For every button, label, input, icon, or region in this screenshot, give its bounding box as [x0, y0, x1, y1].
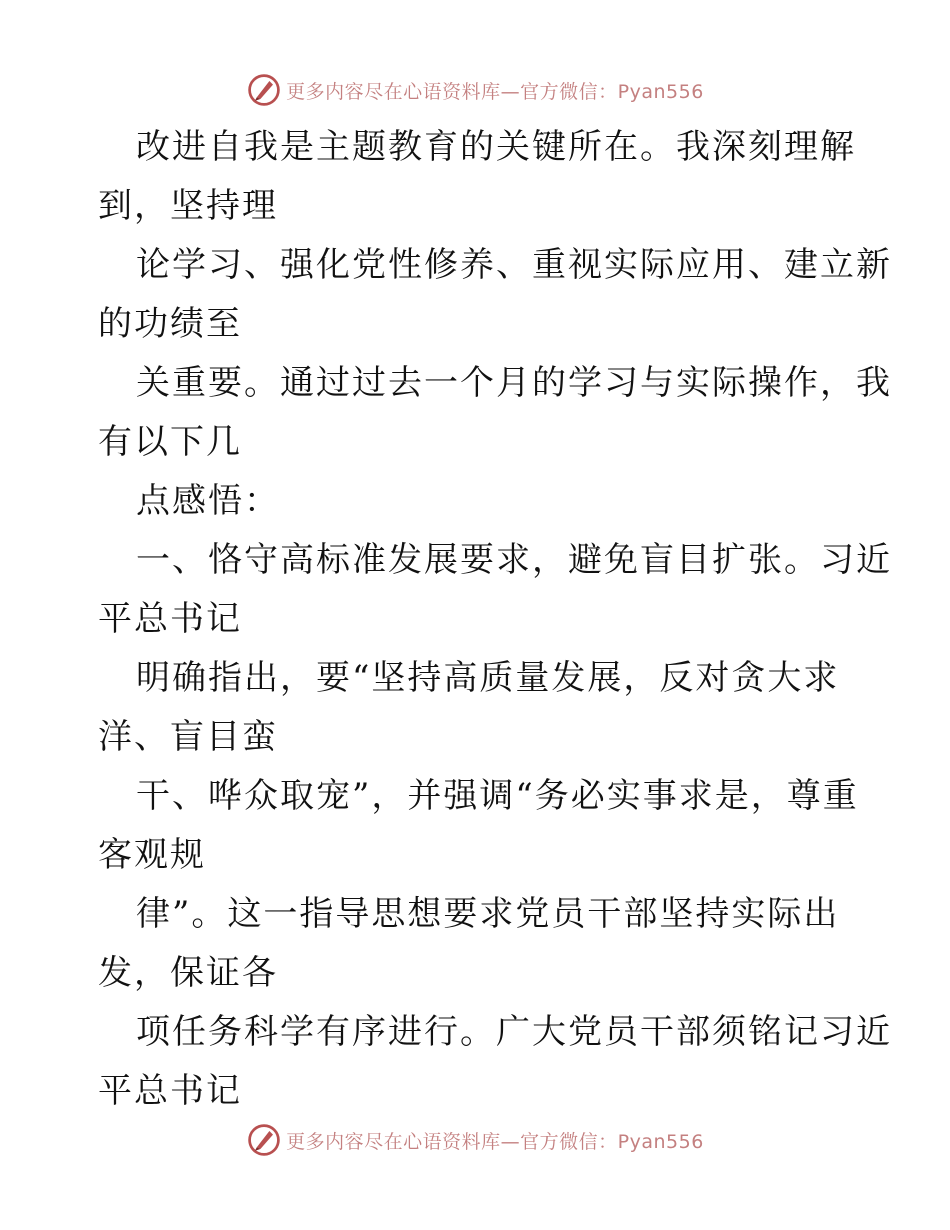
pen-nib-logo-icon: [246, 72, 282, 108]
text-line: 洋、盲目蛮: [98, 717, 278, 757]
text-line: 平总书记: [98, 1071, 242, 1111]
text-line: 关重要。通过过去一个月的学习与实际操作，我: [136, 363, 892, 403]
text-line: 论学习、强化党性修养、重视实际应用、建立新: [136, 245, 892, 285]
text-line: 改进自我是主题教育的关键所在。我深刻理解: [136, 127, 856, 167]
text-line: 项任务科学有序进行。广大党员干部须铭记习近: [136, 1012, 892, 1052]
text-line: 平总书记: [98, 599, 242, 639]
text-line: 明确指出，要“坚持高质量发展，反对贪大求: [136, 658, 840, 698]
text-line: 干、哗众取宠”，并强调“务必实事求是，尊重: [136, 776, 859, 816]
text-line: 客观规: [98, 835, 206, 875]
pen-nib-logo-icon: [246, 1122, 282, 1158]
banner-text: 更多内容尽在心语资料库—官方微信：Pyan556: [286, 1130, 704, 1153]
text-line: 点感悟：: [136, 481, 280, 521]
text-line: 律”。这一指导思想要求党员干部坚持实际出: [136, 894, 840, 934]
text-line: 一、恪守高标准发展要求，避免盲目扩张。习近: [136, 540, 892, 580]
text-line: 到，坚持理: [98, 186, 278, 226]
banner-text: 更多内容尽在心语资料库—官方微信：Pyan556: [286, 80, 704, 103]
document-body: [98, 118, 892, 1121]
text-line: 发，保证各: [98, 953, 278, 993]
footer-banner: [0, 1120, 950, 1160]
text-line: 有以下几: [98, 422, 242, 462]
text-line: 的功绩至: [98, 304, 242, 344]
header-banner: [0, 70, 950, 110]
